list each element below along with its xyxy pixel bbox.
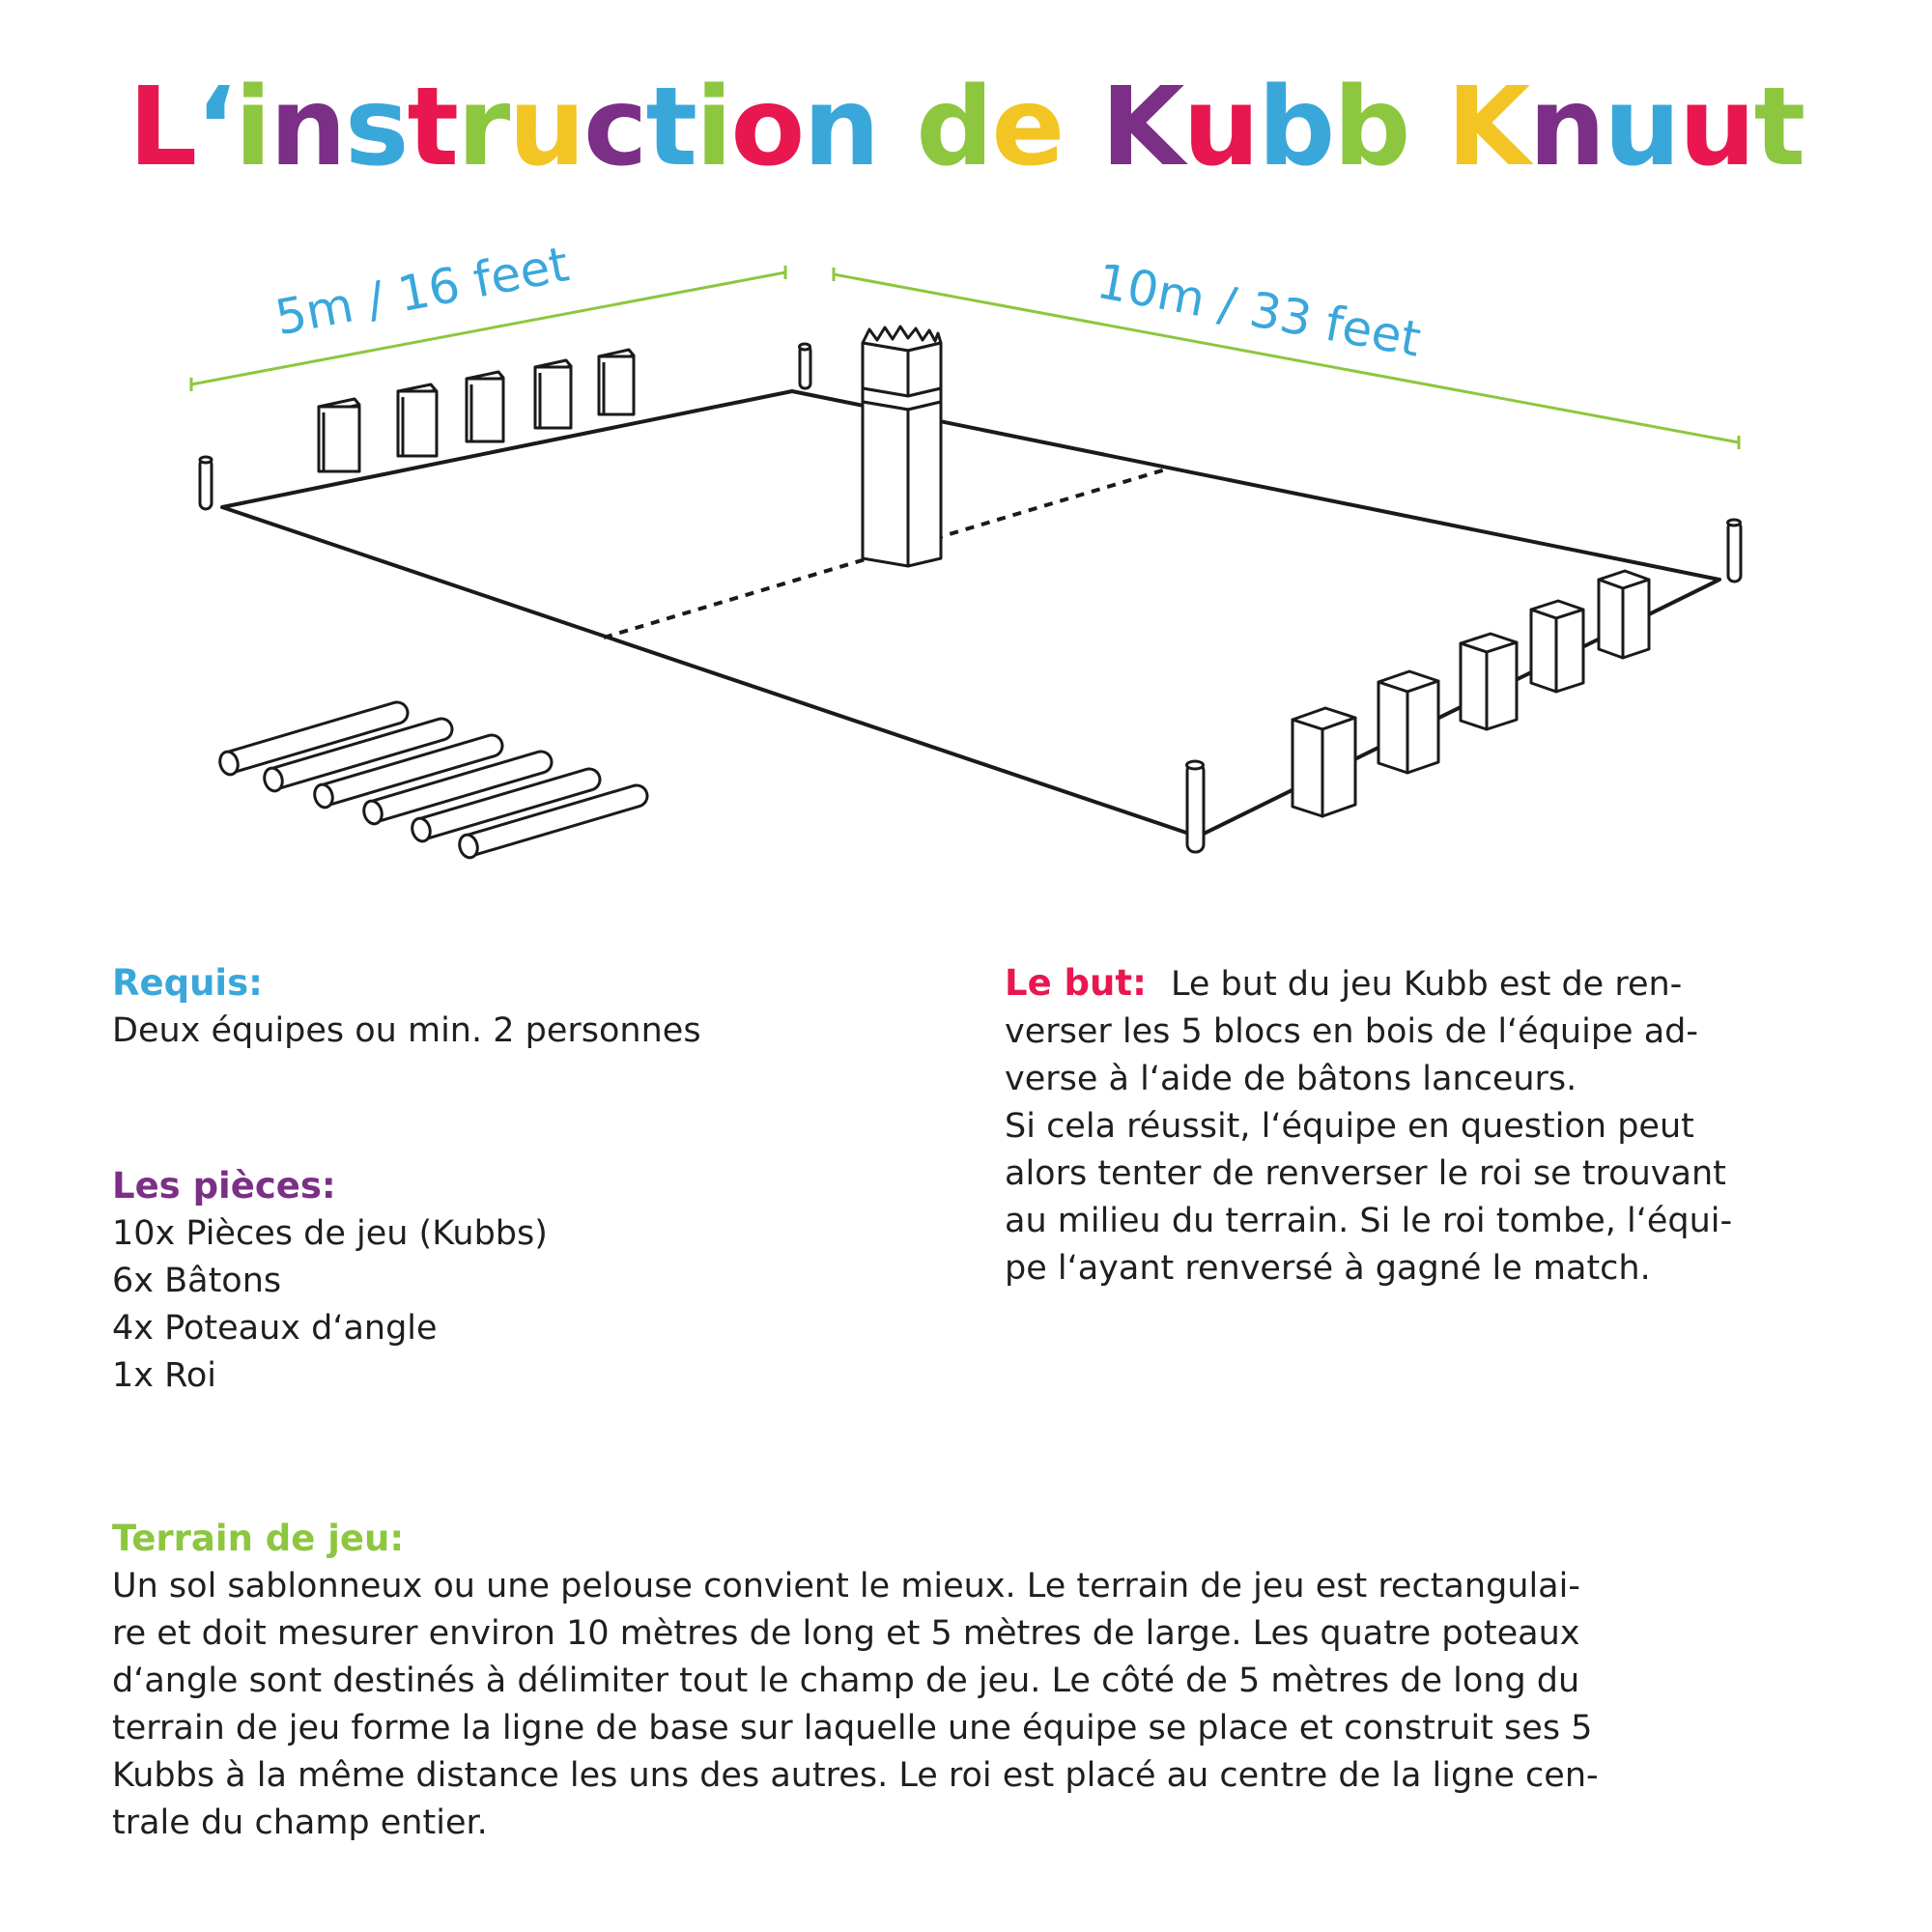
- but-line: au milieu du terrain. Si le roi tombe, l‘équi-: [1005, 1202, 1733, 1240]
- requis-heading: Requis:: [112, 962, 263, 1004]
- pieces-section: [112, 1162, 885, 1400]
- terrain-line: d‘angle sont destinés à délimiter tout le champ de jeu. Le côté de 5 mètres de long du: [112, 1662, 1580, 1700]
- pieces-item: 4x Poteaux d‘angle: [112, 1309, 438, 1348]
- terrain-line: Un sol sablonneux ou une pelouse convient le mieux. Le terrain de jeu est rectangulai-: [112, 1567, 1580, 1605]
- terrain-line: trale du champ entier.: [112, 1804, 488, 1842]
- kubb-field-diagram: [0, 0, 1932, 927]
- corner-post-front-left: [1187, 761, 1205, 852]
- but-heading: Le but:: [1005, 962, 1147, 1004]
- but-line: verse à l‘aide de bâtons lanceurs.: [1005, 1060, 1577, 1098]
- but-line: verser les 5 blocs en bois de l‘équipe ad-: [1005, 1012, 1698, 1051]
- kubb-back-2: [398, 384, 437, 456]
- terrain-line: Kubbs à la même distance les uns des autres. Le roi est placé au centre de la ligne cen-: [112, 1756, 1599, 1795]
- terrain-line: terrain de jeu forme la ligne de base sur laquelle une équipe se place et construit ses 5: [112, 1709, 1593, 1747]
- king: [863, 327, 941, 566]
- page-title: L‘instruction de Kubb Knuut: [128, 65, 1804, 190]
- pieces-heading: Les pièces:: [112, 1165, 336, 1207]
- pieces-item: 10x Pièces de jeu (Kubbs): [112, 1214, 548, 1253]
- pieces-item: 1x Roi: [112, 1356, 216, 1395]
- terrain-line: re et doit mesurer environ 10 mètres de long et 5 mètres de large. Les quatre poteaux: [112, 1614, 1580, 1653]
- short-side-label: 5m / 16 feet: [270, 236, 574, 347]
- kubb-front-2: [1378, 671, 1438, 773]
- kubb-front-4: [1531, 601, 1583, 692]
- but-line: pe l‘ayant renversé à gagné le match.: [1005, 1249, 1651, 1288]
- kubb-front-5: [1599, 571, 1649, 658]
- kubb-back-1: [319, 399, 359, 471]
- but-section: [1005, 959, 1855, 1293]
- corner-post-front-right: [1728, 520, 1742, 582]
- kubb-back-4: [535, 360, 571, 428]
- corner-post-back-left: [200, 457, 212, 509]
- but-line: Si cela réussit, l‘équipe en question peut: [1005, 1107, 1694, 1146]
- requis-text: Deux équipes ou min. 2 personnes: [112, 1011, 701, 1050]
- corner-post-back-right: [800, 344, 811, 388]
- kubb-back-5: [599, 350, 634, 414]
- kubb-back-3: [467, 372, 503, 441]
- terrain-section: [112, 1515, 1851, 1847]
- requis-section: [112, 959, 885, 1055]
- long-side-label: 10m / 33 feet: [1093, 252, 1426, 368]
- pieces-item: 6x Bâtons: [112, 1262, 282, 1300]
- terrain-heading: Terrain de jeu:: [112, 1518, 405, 1559]
- kubb-front-1: [1293, 708, 1355, 816]
- kubb-front-3: [1461, 634, 1517, 729]
- but-line: alors tenter de renverser le roi se trouvant: [1005, 1154, 1726, 1193]
- but-line: Le but du jeu Kubb est de ren-: [1171, 965, 1683, 1004]
